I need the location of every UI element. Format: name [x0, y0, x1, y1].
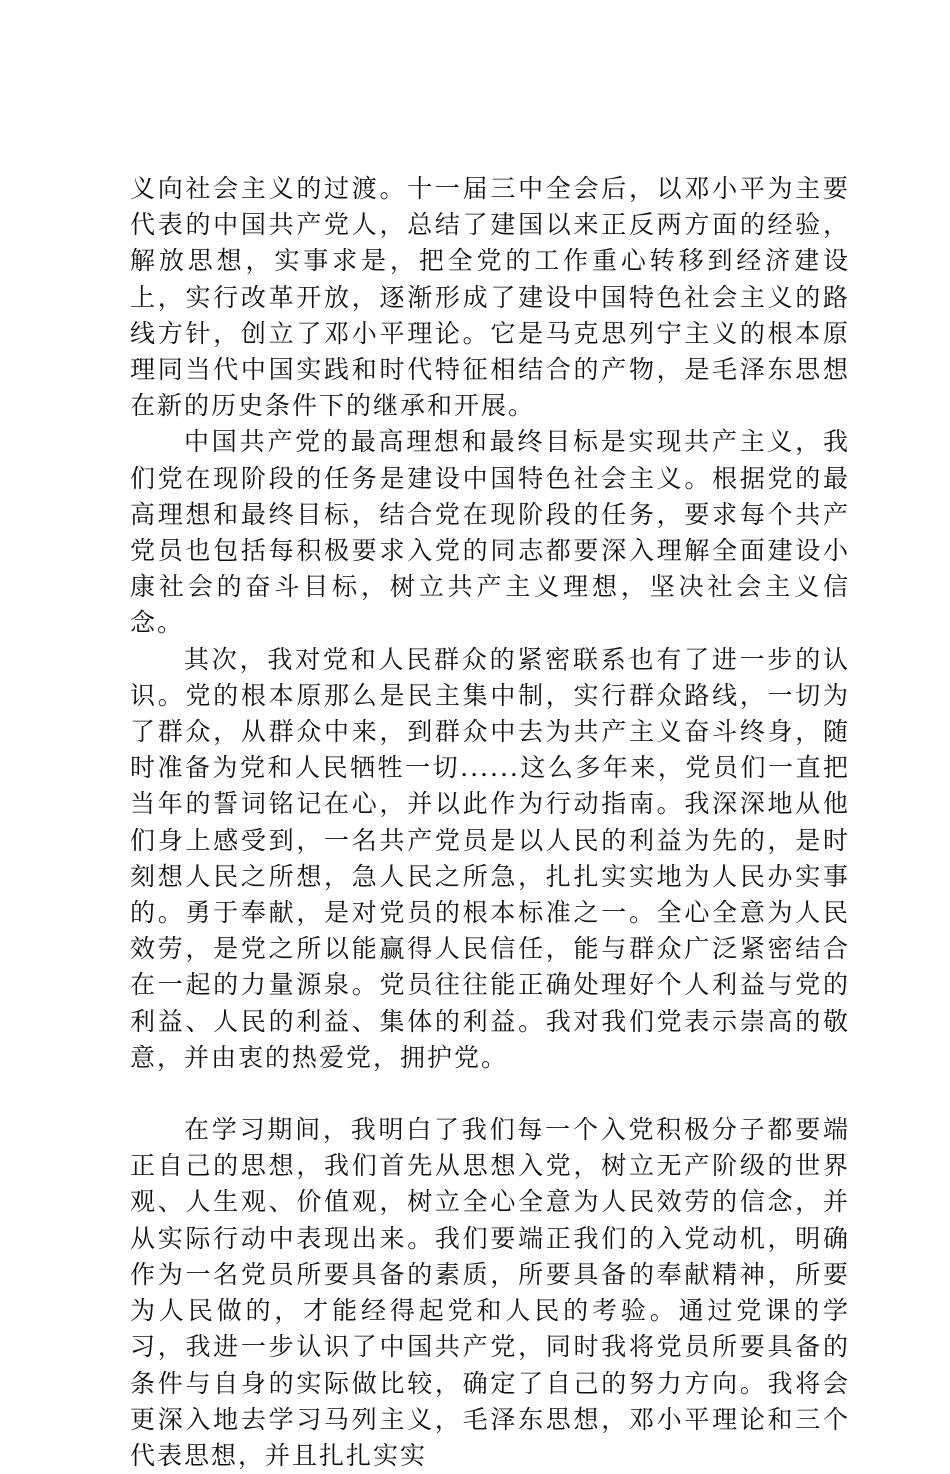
paragraph-3: 其次，我对党和人民群众的紧密联系也有了进一步的认识。党的根本原那么是民主集中制，实行群众路线，一切为了群众，从群众中来，到群众中去为共产主义奋斗终身，随时准备为党和人民牺牲一切......这么多年来，党员们一直把当年的誓词铭记在心，并以此作为行动指南。我深深地从他们身上感受到，一名共产党员是以人民的利益为先的，是时刻想人民之所想，急人民之所急，扎扎实实地为人民办实事的。勇于奉献，是对党员的根本标准之一。全心全意为人民效劳，是党之所以能赢得人民信任，能与群众广泛紧密结合在一起的力量源泉。党员往往能正确处理好个人利益与党的利益、人民的利益、集体的利益。我对我们党表示崇高的敬意，并由衷的热爱党，拥护党。 — [130, 644, 850, 1072]
paragraph-1: 义向社会主义的过渡。十一届三中全会后，以邓小平为主要代表的中国共产党人，总结了建国以来正反两方面的经验，解放思想，实事求是，把全党的工作重心转移到经济建设上，实行改革开放，逐渐形成了建设中国特色社会主义的路线方针，创立了邓小平理论。它是马克思列宁主义的根本原理同当代中国实践和时代特征相结合的产物，是毛泽东思想在新的历史条件下的继承和开展。 — [130, 174, 850, 421]
paragraph-2: 中国共产党的最高理想和最终目标是实现共产主义，我们党在现阶段的任务是建设中国特色社会主义。根据党的最高理想和最终目标，结合党在现阶段的任务，要求每个共产党员也包括每积极要求入党的同志都要深入理解全面建设小康社会的奋斗目标，树立共产主义理想，坚决社会主义信念。 — [130, 427, 850, 638]
document-body — [130, 171, 850, 1474]
paragraph-4: 在学习期间，我明白了我们每一个入党积极分子都要端正自己的思想，我们首先从思想入党，树立无产阶级的世界观、人生观、价值观，树立全心全意为人民效劳的信念，并从实际行动中表现出来。我们要端正我们的入党动机，明确作为一名党员所要具备的素质，所要具备的奉献精神，所要为人民做的，才能经得起党和人民的考验。通过党课的学习，我进一步认识了中国共产党，同时我将党员所要具备的条件与自身的实际做比较，确定了自己的努力方向。我将会更深入地去学习马列主义，毛泽东思想，邓小平理论和三个代表思想，并且扎扎实实 — [130, 1115, 850, 1470]
